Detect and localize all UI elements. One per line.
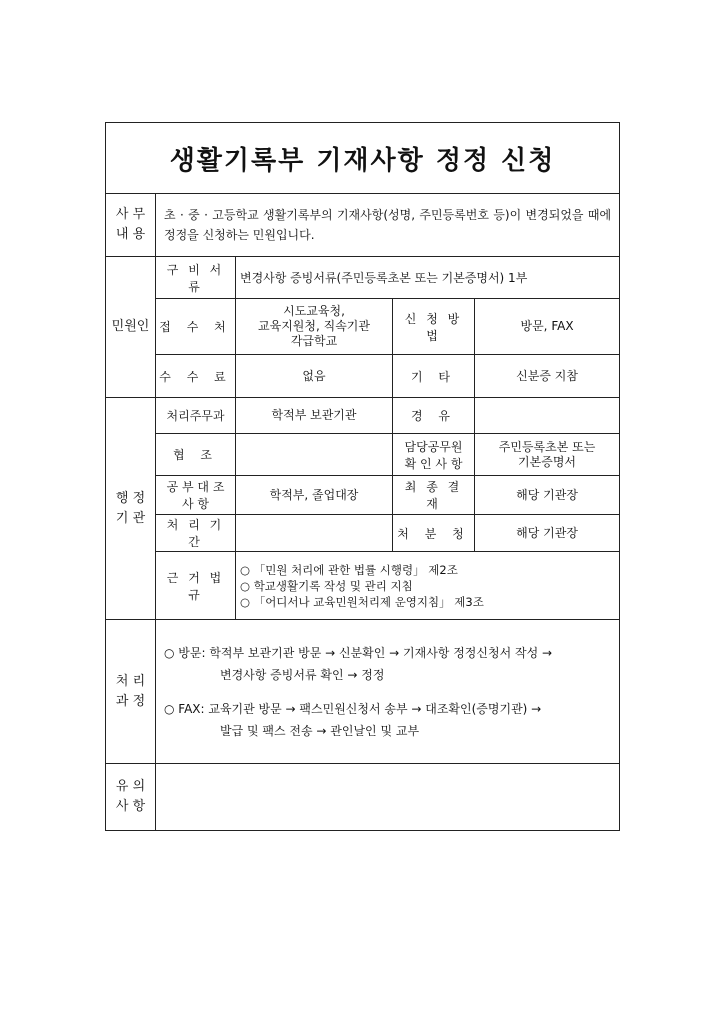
notes-content: [156, 764, 620, 831]
process-visit-line1: ○ 방문: 학적부 보관기관 방문 → 신분확인 → 기재사항 정정신청서 작성 →: [164, 645, 553, 660]
via-label: 경 유: [393, 398, 475, 434]
approval-value: 해당 기관장: [475, 476, 620, 515]
overview-label: [106, 194, 156, 257]
basis-label: 근 거 법 규: [156, 552, 236, 620]
officer-value-line2: 기본증명서: [518, 454, 577, 469]
process-visit-line2: 변경사항 증빙서류 확인 → 정정: [220, 667, 385, 682]
officer-value: [475, 434, 620, 476]
notes-label: [106, 764, 156, 831]
process-label: [106, 620, 156, 764]
reception-label: 접 수 처: [156, 299, 236, 355]
basis-list: [236, 552, 620, 620]
process-content: [156, 620, 620, 764]
approval-label: 최 종 결 재: [393, 476, 475, 515]
agency-label-line1: 행 정: [115, 490, 146, 506]
agency-label: [106, 398, 156, 620]
shared-label-line1: 공 부 대 조: [166, 480, 225, 494]
dept-value: 학적부 보관기관: [236, 398, 393, 434]
notes-label-line1: 유 의: [115, 779, 146, 794]
officer-label-line1: 담당공무원: [404, 439, 463, 454]
dept-label: 처리주무과: [156, 398, 236, 434]
coop-label: 협 조: [156, 434, 236, 476]
process-visit: [164, 642, 611, 686]
reception-value-line3: 각급학교: [290, 334, 338, 348]
overview-label-line1: 사 무: [115, 207, 146, 222]
period-value: [236, 515, 393, 552]
application-form: [105, 122, 619, 831]
officer-label-line2: 확 인 사 항: [404, 456, 463, 471]
process-fax: [164, 698, 611, 742]
agency-label-line2: 기 관: [115, 510, 146, 526]
documents-label: 구 비 서 류: [156, 257, 236, 299]
officer-value-line1: 주민등록초본 또는: [498, 439, 596, 454]
shared-label: [156, 476, 236, 515]
reception-value: [236, 299, 393, 355]
overview-label-line2: 내 용: [115, 227, 146, 242]
coop-value: [236, 434, 393, 476]
other-label: 기 타: [393, 355, 475, 398]
reception-value-line1: 시도교육청,: [283, 304, 345, 318]
notes-label-line2: 사 항: [115, 799, 146, 814]
applicant-label: 민원인: [106, 257, 156, 398]
process-label-line2: 과 정: [115, 693, 146, 709]
form-title: 생활기록부 기재사항 정정 신청: [106, 123, 620, 194]
shared-label-line2: 사 항: [182, 497, 209, 511]
basis-item: ○ 「민원 처리에 관한 법률 시행령」 제2조: [240, 562, 458, 577]
reception-value-line2: 교육지원청, 직속기관: [258, 319, 370, 333]
form-table: [105, 122, 620, 831]
office-label: 처 분 청: [393, 515, 475, 552]
shared-value: 학적부, 졸업대장: [236, 476, 393, 515]
office-value: 해당 기관장: [475, 515, 620, 552]
overview-text: 초 · 중 · 고등학교 생활기록부의 기재사항(성명, 주민등록번호 등)이 변경되었을 때에 정정을 신청하는 민원입니다.: [156, 194, 620, 257]
process-label-line1: 처 리: [115, 673, 146, 689]
process-fax-line2: 발급 및 팩스 전송 → 관인날인 및 교부: [220, 723, 420, 738]
via-value: [475, 398, 620, 434]
fee-label: 수 수 료: [156, 355, 236, 398]
officer-label: [393, 434, 475, 476]
fee-value: 없음: [236, 355, 393, 398]
basis-item: ○ 「어디서나 교육민원처리제 운영지침」 제3조: [240, 594, 484, 609]
basis-item: ○ 학교생활기록 작성 및 관리 지침: [240, 578, 413, 593]
process-fax-line1: ○ FAX: 교육기관 방문 → 팩스민원신청서 송부 → 대조확인(증명기관) →: [164, 701, 542, 716]
other-value: 신분증 지참: [475, 355, 620, 398]
period-label: 처 리 기 간: [156, 515, 236, 552]
method-value: 방문, FAX: [475, 299, 620, 355]
method-label: 신 청 방 법: [393, 299, 475, 355]
documents-value: 변경사항 증빙서류(주민등록초본 또는 기본증명서) 1부: [236, 257, 620, 299]
